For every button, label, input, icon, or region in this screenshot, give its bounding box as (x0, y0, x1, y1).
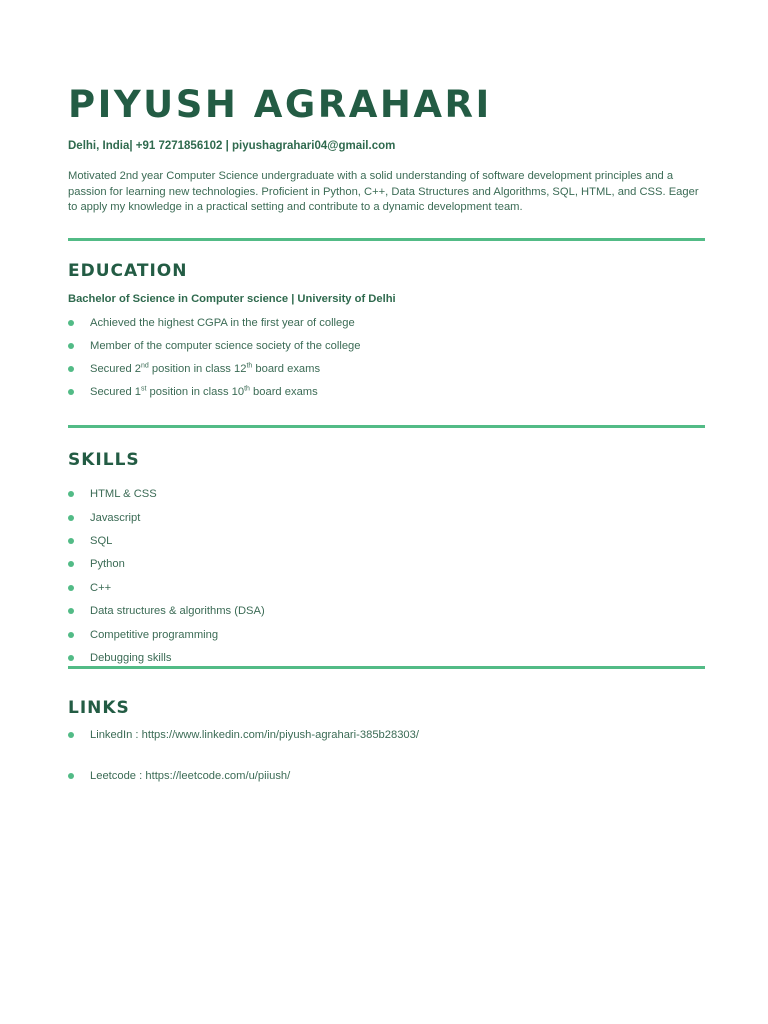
leetcode-link[interactable]: Leetcode : https://leetcode.com/u/piiush/ (90, 770, 291, 782)
section-divider (68, 425, 705, 428)
links-heading: LINKS (68, 698, 130, 718)
degree-line: Bachelor of Science in Computer science | University of Delhi (68, 293, 396, 305)
list-item-text: Member of the computer science society of the college (90, 340, 361, 352)
bullet-icon (68, 389, 74, 395)
education-heading: EDUCATION (68, 261, 188, 281)
bullet-icon (68, 655, 74, 661)
skills-heading: SKILLS (68, 450, 140, 470)
bullet-icon (68, 366, 74, 372)
list-item-text: Python (90, 558, 125, 570)
section-divider (68, 238, 705, 241)
list-item-text: C++ (90, 582, 112, 594)
bullet-icon (68, 608, 74, 614)
summary-paragraph: Motivated 2nd year Computer Science undergraduate with a solid understanding of software development principles and a passion for learning new technologies. Proficient in Python, C++, Data Structures and Algorithms, SQL, HTML, and CSS. Eager to apply my knowledge in a practical setting and contribute to a dynamic development team. (68, 170, 699, 214)
list-item-text: Data structures & algorithms (DSA) (90, 605, 265, 617)
bullet-icon (68, 632, 74, 638)
bullet-icon (68, 585, 74, 591)
bullet-icon (68, 320, 74, 326)
bullet-icon (68, 491, 74, 497)
list-item-text: Secured 2nd position in class 12th board exams (90, 362, 321, 375)
bullet-icon (68, 773, 74, 779)
list-item-text: Secured 1st position in class 10th board exams (90, 385, 318, 398)
list-item-text: Achieved the highest CGPA in the first year of college (90, 317, 355, 329)
bullet-icon (68, 561, 74, 567)
bullet-icon (68, 538, 74, 544)
list-item-text: HTML & CSS (90, 488, 157, 500)
list-item-text: Javascript (90, 512, 141, 524)
list-item-text: Competitive programming (90, 629, 219, 641)
section-divider (68, 666, 705, 669)
bullet-icon (68, 343, 74, 349)
contact-line: Delhi, India| +91 7271856102 | piyushagrahari04@gmail.com (68, 140, 396, 152)
list-item-text: SQL (90, 535, 113, 547)
bullet-icon (68, 732, 74, 738)
list-item-text: Debugging skills (90, 652, 172, 664)
bullet-icon (68, 515, 74, 521)
candidate-name: PIYUSH AGRAHARI (68, 83, 492, 126)
linkedin-link[interactable]: LinkedIn : https://www.linkedin.com/in/piyush-agrahari-385b28303/ (90, 729, 419, 741)
